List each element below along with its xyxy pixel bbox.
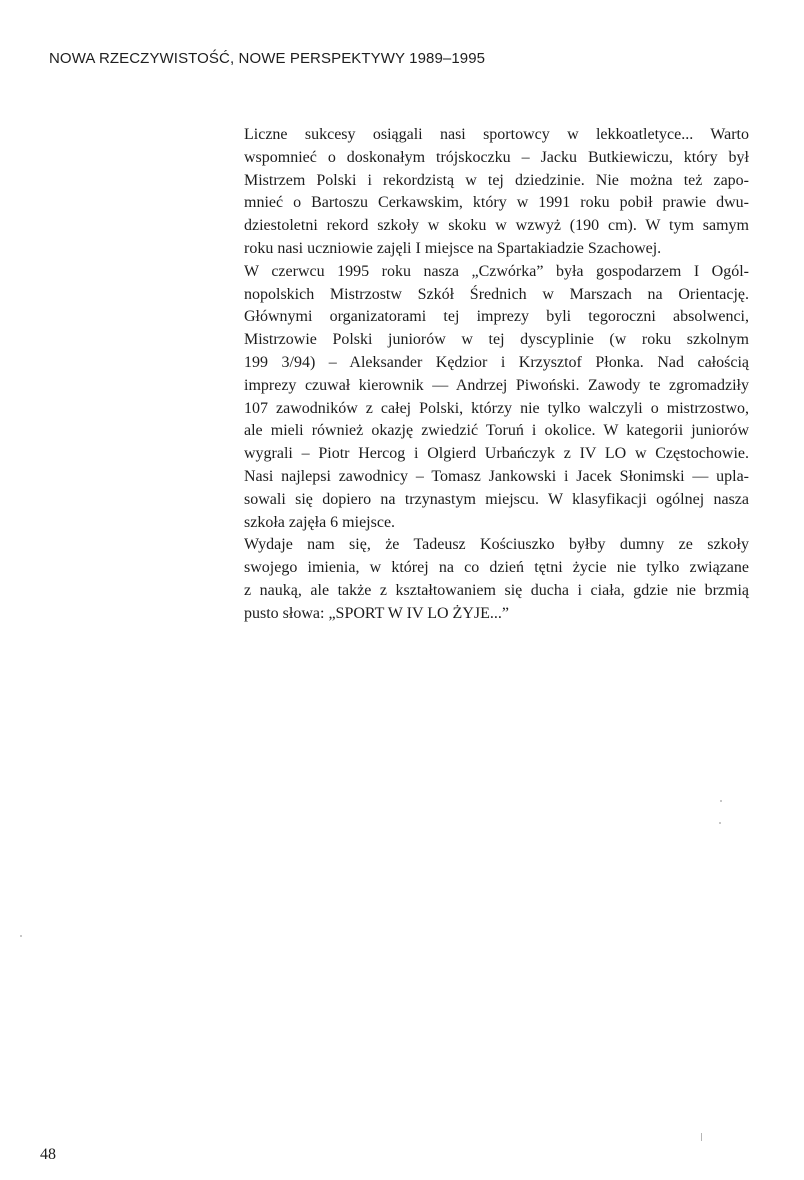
text-line: W czerwcu 1995 roku nasza „Czwórka” była gospodarzem I Ogól- [244, 262, 749, 280]
text-line: Liczne sukcesy osiągali nasi sportowcy w lekkoatletyce... Warto [244, 126, 749, 143]
text-line: 107 zawodników z całej Polski, którzy nie tylko walczyli o mistrzostwo, [244, 399, 749, 417]
text-line: Nasi najlepsi zawodnicy – Tomasz Jankowski i Jacek Słonimski — upla- [244, 467, 749, 485]
text-line: 199 3/94) – Aleksander Kędzior i Krzysztof Płonka. Nad całością [244, 353, 749, 371]
text-line: z nauką, ale także z kształtowaniem się ducha i ciała, gdzie nie brzmią [244, 581, 749, 599]
page-number: 48 [40, 1146, 56, 1163]
text-line: sowali się dopiero na trzynastym miejscu. W klasyfikacji ogólnej nasza [244, 490, 749, 508]
text-line: ale mieli również okazję zwiedzić Toruń i okolice. W kategorii juniorów [244, 422, 749, 440]
text-line: roku nasi uczniowie zajęli I miejsce na Spartakiadzie Szachowej. [244, 239, 662, 257]
text-line: mnieć o Bartoszu Cerkawskim, który w 1991 roku pobił prawie dwu- [244, 194, 749, 212]
scan-speck [719, 822, 721, 824]
body-text [224, 124, 749, 626]
text-line: Mistrzem Polski i rekordzistą w tej dziedzinie. Nie można też zapo- [244, 171, 749, 189]
paragraph [224, 124, 749, 261]
scan-speck [720, 800, 722, 802]
text-line: Mistrzowie Polski juniorów w tej dyscyplinie (w roku szkolnym [244, 331, 749, 349]
text-line: pusto słowa: „SPORT W IV LO ŻYJE...” [244, 604, 509, 622]
text-line: dziestoletni rekord szkoły w skoku w wzwyż (190 cm). W tym samym [244, 217, 749, 235]
text-line: Głównymi organizatorami tej imprezy byli tegoroczni absolwenci, [244, 308, 749, 326]
paragraph [224, 261, 749, 535]
text-line: Wydaje nam się, że Tadeusz Kościuszko byłby dumny ze szkoły [244, 536, 749, 554]
scan-speck [20, 935, 22, 937]
text-line: imprezy czuwał kierownik — Andrzej Piwoński. Zawody te zgromadziły [244, 376, 749, 394]
text-line: wspomnieć o doskonałym trójskoczku – Jacku Butkiewiczu, który był [244, 148, 749, 166]
text-line: nopolskich Mistrzostw Szkół Średnich w Marszach na Orientację. [244, 285, 749, 303]
paragraph [224, 534, 749, 625]
text-line: swojego imienia, w której na co dzień tętni życie nie tylko związane [244, 559, 749, 577]
text-line: szkoła zajęła 6 miejsce. [244, 513, 396, 531]
scan-speck [701, 1133, 702, 1141]
running-header: NOWA RZECZYWISTOŚĆ, NOWE PERSPEKTYWY 1989–1995 [49, 50, 486, 67]
text-line: wygrali – Piotr Hercog i Olgierd Urbańczyk z IV LO w Częstochowie. [244, 445, 749, 463]
